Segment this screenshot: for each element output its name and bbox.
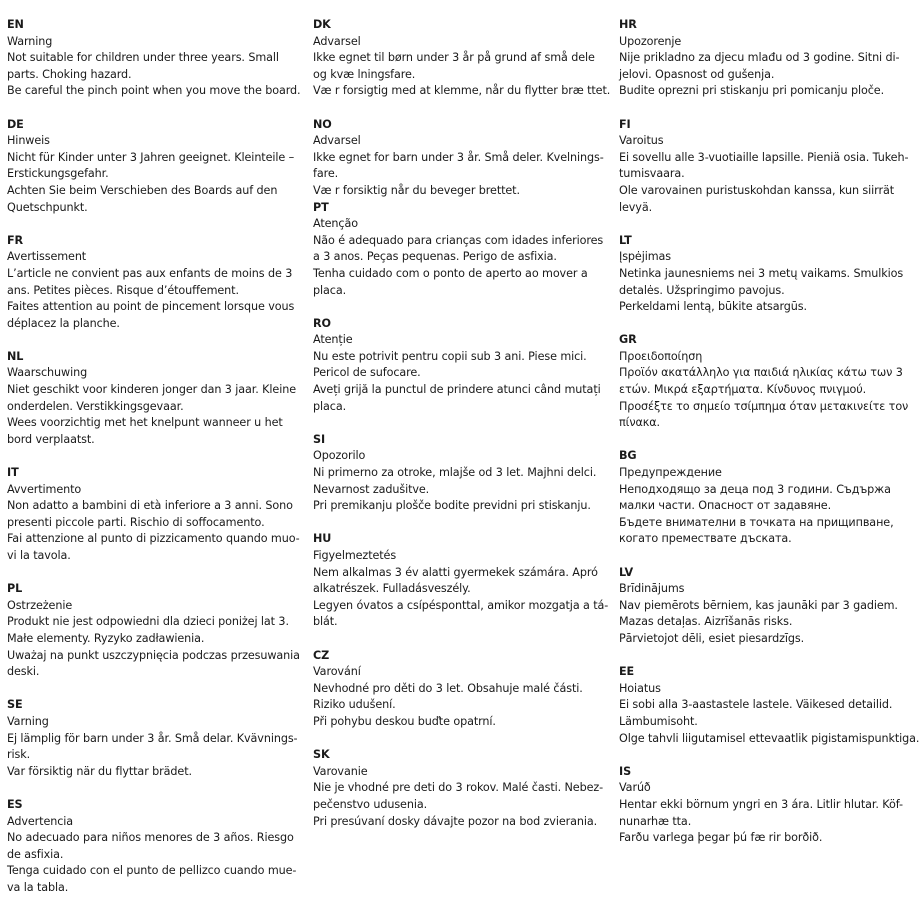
language-block-pl bbox=[7, 581, 307, 681]
language-code: DK bbox=[313, 18, 331, 31]
language-block-bg bbox=[619, 448, 917, 548]
warning-text-line: Nav piemērots bērniem, kas jaunāki par 3 gadiem. bbox=[619, 598, 898, 612]
block-spacer bbox=[619, 548, 917, 565]
language-block-gr bbox=[619, 332, 917, 432]
warning-text-line: Aveți grijă la punctul de prindere atunci când mutați bbox=[313, 383, 601, 397]
warning-text-line: Nu este potrivit pentru copii sub 3 ani. Piese mici. bbox=[313, 349, 587, 363]
language-code: GR bbox=[619, 333, 637, 347]
warning-heading: Įspėjimas bbox=[619, 250, 672, 264]
warning-text-line: Netinka jaunesniems nei 3 metų vaikams. Smulkios bbox=[619, 266, 904, 280]
warning-text-line: Nem alkalmas 3 év alatti gyermekek számára. Apró bbox=[313, 565, 598, 579]
warning-text-line: Ei sobi alla 3-aastastele lastele. Väikesed detailid. bbox=[619, 698, 893, 712]
warning-text-line: Pārvietojot dēli, esiet piesardzīgs. bbox=[619, 631, 805, 645]
warning-text-line: Προσέξτε το σημείο τσίμπημα όταν μετακινείτε τον bbox=[619, 399, 909, 413]
language-block-hr bbox=[619, 17, 917, 100]
block-spacer bbox=[7, 780, 307, 797]
warning-text-line: Hentar ekki börnum yngri en 3 ára. Litlir hlutar. Köf- bbox=[619, 797, 903, 811]
language-block-cz bbox=[313, 648, 613, 731]
warning-text-line: Бъдете внимателни в точката на прищипване, bbox=[619, 515, 894, 529]
warning-text-line: detalės. Užspringimo pavojus. bbox=[619, 283, 785, 297]
warning-text-line: alkatrészek. Fulladásveszély. bbox=[313, 582, 471, 596]
language-block-hu bbox=[313, 531, 613, 631]
warning-text-line: Fai attenzione al punto di pizzicamento quando muo- bbox=[7, 532, 300, 546]
warning-text-line: Pri presúvaní dosky dávajte pozor na bod zvierania. bbox=[313, 814, 598, 828]
warning-text-line: Nicht für Kinder unter 3 Jahren geeignet. Kleinteile – bbox=[7, 150, 295, 164]
language-block-dk bbox=[313, 17, 613, 100]
warning-text-line: presenti piccole parti. Rischio di soffocamento. bbox=[7, 515, 265, 529]
block-spacer bbox=[313, 515, 613, 532]
language-block-es bbox=[7, 797, 307, 897]
warning-heading: Varning bbox=[7, 714, 49, 728]
warning-heading: Varování bbox=[313, 665, 361, 679]
warning-heading: Hinweis bbox=[7, 134, 50, 148]
warning-text-line: Quetschpunkt. bbox=[7, 200, 88, 214]
language-block-si bbox=[313, 432, 613, 515]
warning-heading: Brīdinājums bbox=[619, 582, 685, 596]
warning-text-line: risk. bbox=[7, 748, 31, 762]
warning-text-line: Nie je vhodné pre deti do 3 rokov. Malé časti. Nebez- bbox=[313, 781, 604, 795]
warning-text-line: Legyen óvatos a csípésponttal, amikor mozgatja a tá- bbox=[313, 598, 609, 612]
warning-text-line: deski. bbox=[7, 665, 40, 679]
warning-text-line: Lämbumisoht. bbox=[619, 714, 698, 728]
language-code: FR bbox=[7, 233, 24, 247]
language-code: DE bbox=[7, 117, 24, 131]
warning-text-line: Tenga cuidado con el punto de pellizco cuando mue- bbox=[7, 864, 297, 878]
language-block-en bbox=[7, 17, 307, 100]
warning-text-line: parts. Choking hazard. bbox=[7, 67, 132, 81]
warning-text-line: Væ r forsigtig med at klemme, når du flytter bræ ttet. bbox=[313, 84, 611, 98]
block-spacer bbox=[313, 415, 613, 432]
language-block-ro bbox=[313, 316, 613, 416]
warning-text-line: Tenha cuidado com o ponto de aperto ao mover a bbox=[313, 266, 588, 280]
warning-text-line: Ikke egnet for barn under 3 år. Små deler. Kvelnings- bbox=[313, 150, 604, 164]
language-block-ee bbox=[619, 664, 920, 747]
language-block-is bbox=[619, 764, 917, 847]
language-code: SE bbox=[7, 698, 23, 712]
warning-text-line: Ni primerno za otroke, mlajše od 3 let. Majhni delci. bbox=[313, 466, 597, 480]
warning-text-line: vi la tavola. bbox=[7, 549, 71, 562]
warning-text-line: Be careful the pinch point when you move the board. bbox=[7, 84, 301, 98]
language-code: HR bbox=[619, 18, 637, 31]
warning-text-line: tumisvaara. bbox=[619, 167, 685, 181]
warning-text-line: ans. Petites pièces. Risque d’étouffement. bbox=[7, 283, 239, 297]
block-spacer bbox=[7, 565, 307, 582]
warning-text-line: blát. bbox=[313, 615, 338, 629]
language-block-fi bbox=[619, 117, 917, 217]
warning-text-line: Perkeldami lentą, būkite atsargūs. bbox=[619, 300, 807, 314]
warning-heading: Opozorilo bbox=[313, 449, 366, 463]
warning-text-line: Nevhodné pro děti do 3 let. Obsahuje malé části. bbox=[313, 681, 583, 695]
warning-text-line: Var försiktig när du flyttar brädet. bbox=[7, 764, 192, 778]
warning-text-line: L’article ne convient pas aux enfants de moins de 3 bbox=[7, 266, 293, 280]
language-code: PT bbox=[313, 200, 329, 214]
warning-text-line: Non adatto a bambini di età inferiore a 3 anni. Sono bbox=[7, 499, 293, 513]
warning-text-line: Achten Sie beim Verschieben des Boards auf den bbox=[7, 183, 278, 197]
block-spacer bbox=[619, 100, 917, 117]
warning-text-line: Při pohybu deskou buďte opatrní. bbox=[313, 714, 496, 728]
language-block-de bbox=[7, 117, 307, 217]
block-spacer bbox=[7, 216, 307, 233]
language-code: LV bbox=[619, 565, 634, 579]
warning-text-line: Erstickungsgefahr. bbox=[7, 167, 109, 181]
warning-text-line: Ei sovellu alle 3-vuotiaille lapsille. Pieniä osia. Tukeh- bbox=[619, 150, 909, 164]
language-block-nl bbox=[7, 349, 307, 449]
warning-text-line: Uważaj na punkt uszczypnięcia podczas przesuwania bbox=[7, 648, 300, 662]
warning-text-line: Ikke egnet til børn under 3 år på grund af små dele bbox=[313, 51, 595, 65]
warning-text-line: когато премествате дъската. bbox=[619, 532, 792, 546]
warning-text-line: a 3 anos. Peças pequenas. Perigo de asfixia. bbox=[313, 250, 557, 264]
warning-text-line: Małe elementy. Ryzyko zadławienia. bbox=[7, 631, 205, 645]
warning-heading: Waarschuwing bbox=[7, 366, 88, 380]
warning-heading: Upozorenje bbox=[619, 34, 682, 48]
language-code: RO bbox=[313, 316, 331, 330]
warning-heading: Avertissement bbox=[7, 250, 87, 264]
warning-text-line: Ej lämplig för barn under 3 år. Små delar. Kvävnings- bbox=[7, 731, 298, 745]
column-2 bbox=[313, 17, 613, 830]
warning-heading: Warning bbox=[7, 34, 53, 48]
warning-text-line: placa. bbox=[313, 283, 347, 297]
warning-heading: Atenție bbox=[313, 333, 353, 347]
block-spacer bbox=[619, 216, 917, 233]
language-code: BG bbox=[619, 449, 637, 463]
language-block-it bbox=[7, 465, 307, 565]
warning-text-line: va la tabla. bbox=[7, 880, 69, 894]
warning-heading: Hoiatus bbox=[619, 681, 661, 695]
warning-text-line: onderdelen. Verstikkingsgevaar. bbox=[7, 399, 184, 413]
warning-heading: Figyelmeztetés bbox=[313, 549, 397, 562]
warning-heading: Varúð bbox=[619, 781, 651, 795]
language-block-no bbox=[313, 117, 613, 200]
warning-heading: Avvertimento bbox=[7, 482, 82, 496]
column-3 bbox=[619, 17, 920, 847]
block-spacer bbox=[7, 100, 307, 117]
warning-text-line: déplacez la planche. bbox=[7, 316, 120, 330]
language-code: PL bbox=[7, 582, 23, 596]
language-block-se bbox=[7, 697, 307, 780]
language-block-sk bbox=[313, 747, 613, 830]
language-code: NL bbox=[7, 349, 24, 363]
warning-text-line: Pri premikanju plošče bodite previdni pri stiskanju. bbox=[313, 499, 591, 513]
warning-text-line: Olge tahvli liigutamisel ettevaatlik pigistamispunktiga. bbox=[619, 731, 920, 745]
warning-text-line: Nevarnost zadušitve. bbox=[313, 482, 430, 496]
warning-heading: Предупреждение bbox=[619, 466, 722, 480]
warning-text-line: Faites attention au point de pincement lorsque vous bbox=[7, 300, 295, 314]
block-spacer bbox=[7, 448, 307, 465]
warning-text-line: Não é adequado para crianças com idades inferiores bbox=[313, 233, 604, 247]
warning-heading: Atenção bbox=[313, 217, 358, 231]
language-code: NO bbox=[313, 117, 332, 131]
block-spacer bbox=[313, 631, 613, 648]
warning-text-line: Mazas detaļas. Aizrīšanās risks. bbox=[619, 615, 793, 629]
warning-heading: Προειδοποίηση bbox=[619, 349, 703, 363]
warning-text-line: de asfixia. bbox=[7, 847, 64, 861]
language-code: ES bbox=[7, 797, 23, 811]
language-block-lv bbox=[619, 565, 917, 648]
language-code: EN bbox=[7, 18, 24, 31]
warning-text-line: Not suitable for children under three years. Small bbox=[7, 51, 279, 65]
language-code: SK bbox=[313, 748, 330, 762]
block-spacer bbox=[313, 100, 613, 117]
warning-text-line: Riziko udušení. bbox=[313, 698, 396, 712]
language-code: LT bbox=[619, 233, 632, 247]
warning-text-line: Farðu varlega þegar þú fæ rir borðið. bbox=[619, 831, 823, 845]
warning-text-line: nunarhæ tta. bbox=[619, 814, 692, 828]
warning-heading: Advertencia bbox=[7, 814, 74, 828]
block-spacer bbox=[619, 648, 917, 665]
warning-text-line: Budite oprezni pri stiskanju pri pomicanju ploče. bbox=[619, 84, 885, 98]
block-spacer bbox=[7, 681, 307, 698]
warning-text-line: Wees voorzichtig met het knelpunt wanneer u het bbox=[7, 416, 283, 430]
warning-text-line: Væ r forsiktig når du beveger brettet. bbox=[313, 183, 520, 197]
warning-text-line: Niet geschikt voor kinderen jonger dan 3 jaar. Kleine bbox=[7, 383, 296, 397]
warning-text-line: малки части. Опасност от задавяне. bbox=[619, 499, 832, 513]
warning-text-line: jelovi. Opasnost od gušenja. bbox=[619, 67, 775, 81]
block-spacer bbox=[7, 332, 307, 349]
language-block-lt bbox=[619, 233, 917, 316]
warning-text-line: πίνακα. bbox=[619, 416, 660, 430]
warning-heading: Advarsel bbox=[313, 34, 361, 48]
warning-text-line: fare. bbox=[313, 167, 339, 181]
block-spacer bbox=[313, 299, 613, 316]
warning-text-line: og kvæ lningsfare. bbox=[313, 67, 416, 81]
language-code: CZ bbox=[313, 648, 330, 662]
warning-text-line: bord verplaatst. bbox=[7, 432, 95, 446]
language-code: HU bbox=[313, 532, 332, 546]
language-code: FI bbox=[619, 117, 631, 131]
language-block-pt bbox=[313, 200, 613, 300]
warning-text-line: placa. bbox=[313, 399, 347, 413]
warning-text-line: No adecuado para niños menores de 3 años. Riesgo bbox=[7, 831, 294, 845]
warning-text-line: Ole varovainen puristuskohdan kanssa, kun siirrät bbox=[619, 183, 894, 197]
language-code: EE bbox=[619, 665, 635, 679]
language-code: IS bbox=[619, 764, 632, 778]
warning-text-line: Nije prikladno za djecu mlađu od 3 godine. Sitni di- bbox=[619, 51, 900, 65]
block-spacer bbox=[619, 432, 917, 449]
warning-text-line: pečenstvo udusenia. bbox=[313, 797, 428, 811]
warning-heading: Varoitus bbox=[619, 134, 664, 148]
warning-heading: Ostrzeżenie bbox=[7, 598, 73, 612]
warning-text-line: Pericol de sufocare. bbox=[313, 366, 421, 380]
warning-text-line: levyä. bbox=[619, 200, 653, 214]
warning-text-line: Produkt nie jest odpowiedni dla dzieci poniżej lat 3. bbox=[7, 615, 289, 629]
warning-text-line: ετών. Μικρά εξαρτήματα. Κίνδυνος πνιγμού. bbox=[619, 383, 867, 397]
column-1 bbox=[7, 17, 307, 896]
block-spacer bbox=[313, 731, 613, 748]
warning-heading: Varovanie bbox=[313, 764, 368, 778]
language-block-fr bbox=[7, 233, 307, 333]
language-code: IT bbox=[7, 466, 19, 480]
warning-text-line: Неподходящо за деца под 3 години. Съдържа bbox=[619, 482, 891, 496]
warning-heading: Advarsel bbox=[313, 134, 361, 148]
block-spacer bbox=[619, 747, 917, 764]
block-spacer bbox=[619, 316, 917, 333]
language-code: SI bbox=[313, 432, 326, 446]
warning-text-line: Προϊόν ακατάλληλο για παιδιά ηλικίας κάτω των 3 bbox=[619, 366, 903, 380]
